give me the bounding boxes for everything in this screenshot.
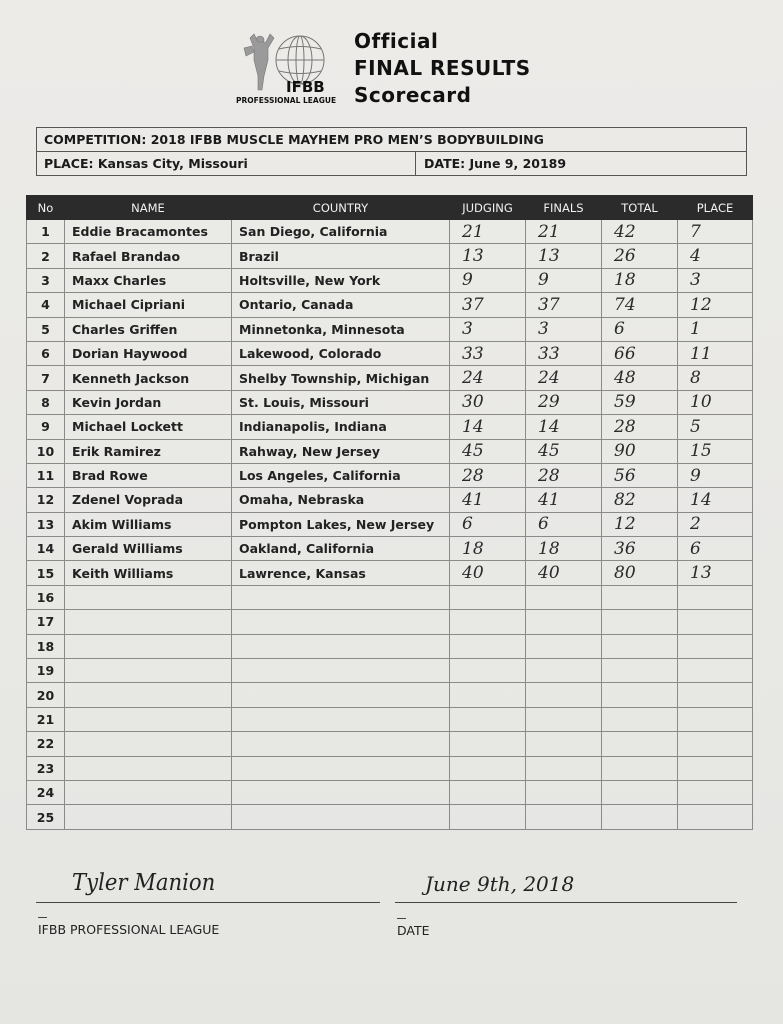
cell-judging: 28 bbox=[450, 463, 526, 487]
cell-name: Gerald Williams bbox=[65, 537, 232, 561]
cell-no: 23 bbox=[27, 756, 65, 780]
place-field: PLACE: Kansas City, Missouri bbox=[44, 156, 248, 171]
cell-place bbox=[678, 756, 753, 780]
cell-name: Brad Rowe bbox=[65, 463, 232, 487]
table-row bbox=[27, 683, 753, 707]
cell-total: 56 bbox=[602, 463, 678, 487]
cell-total: 59 bbox=[602, 390, 678, 414]
place-date-row bbox=[37, 152, 746, 176]
table-row bbox=[27, 780, 753, 804]
cell-finals: 29 bbox=[526, 390, 602, 414]
table-row bbox=[27, 390, 753, 414]
table-row bbox=[27, 366, 753, 390]
cell-finals: 6 bbox=[526, 512, 602, 536]
table-row bbox=[27, 341, 753, 365]
cell-judging: 41 bbox=[450, 488, 526, 512]
cell-name bbox=[65, 683, 232, 707]
cell-name bbox=[65, 659, 232, 683]
cell-judging bbox=[450, 756, 526, 780]
cell-place bbox=[678, 585, 753, 609]
cell-country: Holtsville, New York bbox=[232, 268, 450, 292]
cell-country bbox=[232, 805, 450, 829]
cell-finals: 40 bbox=[526, 561, 602, 585]
cell-country: San Diego, California bbox=[232, 220, 450, 244]
cell-finals: 21 bbox=[526, 220, 602, 244]
cell-judging: 6 bbox=[450, 512, 526, 536]
cell-no: 12 bbox=[27, 488, 65, 512]
cell-total bbox=[602, 805, 678, 829]
table-row bbox=[27, 585, 753, 609]
cell-no: 4 bbox=[27, 293, 65, 317]
cell-total: 28 bbox=[602, 415, 678, 439]
cell-name: Michael Lockett bbox=[65, 415, 232, 439]
signature-line bbox=[36, 902, 380, 903]
cell-judging: 45 bbox=[450, 439, 526, 463]
cell-no: 16 bbox=[27, 585, 65, 609]
cell-finals bbox=[526, 707, 602, 731]
cell-country: Rahway, New Jersey bbox=[232, 439, 450, 463]
cell-no: 6 bbox=[27, 341, 65, 365]
cell-finals bbox=[526, 585, 602, 609]
cell-name: Dorian Haywood bbox=[65, 341, 232, 365]
cell-judging bbox=[450, 732, 526, 756]
table-row bbox=[27, 537, 753, 561]
cell-total: 48 bbox=[602, 366, 678, 390]
cell-no: 1 bbox=[27, 220, 65, 244]
cell-name bbox=[65, 756, 232, 780]
cell-no: 5 bbox=[27, 317, 65, 341]
table-row bbox=[27, 463, 753, 487]
cell-finals bbox=[526, 780, 602, 804]
cell-no: 20 bbox=[27, 683, 65, 707]
cell-finals bbox=[526, 634, 602, 658]
cell-name: Zdenel Voprada bbox=[65, 488, 232, 512]
globe-icon bbox=[276, 36, 324, 84]
logo-text: IFBB bbox=[286, 78, 325, 96]
cell-finals: 13 bbox=[526, 244, 602, 268]
cell-judging bbox=[450, 634, 526, 658]
cell-judging bbox=[450, 707, 526, 731]
table-row bbox=[27, 805, 753, 829]
table-row bbox=[27, 268, 753, 292]
date-line bbox=[395, 902, 737, 903]
cell-name: Kevin Jordan bbox=[65, 390, 232, 414]
cell-country bbox=[232, 634, 450, 658]
cell-country: Los Angeles, California bbox=[232, 463, 450, 487]
official-signature: Tyler Manion bbox=[72, 870, 216, 896]
cell-no: 14 bbox=[27, 537, 65, 561]
cell-place bbox=[678, 659, 753, 683]
cell-place: 8 bbox=[678, 366, 753, 390]
cell-no: 25 bbox=[27, 805, 65, 829]
table-row bbox=[27, 561, 753, 585]
competition-field: COMPETITION: 2018 IFBB MUSCLE MAYHEM PRO MEN’S BODYBUILDING bbox=[37, 128, 746, 152]
cell-total bbox=[602, 585, 678, 609]
cell-place bbox=[678, 780, 753, 804]
cell-country: St. Louis, Missouri bbox=[232, 390, 450, 414]
cell-name: Rafael Brandao bbox=[65, 244, 232, 268]
title-line-3: Scorecard bbox=[354, 83, 472, 107]
results-table bbox=[26, 195, 753, 830]
cell-finals: 41 bbox=[526, 488, 602, 512]
col-header-judging: JUDGING bbox=[450, 196, 526, 220]
cell-total: 66 bbox=[602, 341, 678, 365]
cell-total: 82 bbox=[602, 488, 678, 512]
cell-no: 15 bbox=[27, 561, 65, 585]
bodybuilder-figure-icon bbox=[244, 34, 274, 90]
table-row bbox=[27, 732, 753, 756]
cell-no: 10 bbox=[27, 439, 65, 463]
col-header-finals: FINALS bbox=[526, 196, 602, 220]
cell-total: 90 bbox=[602, 439, 678, 463]
cell-name bbox=[65, 634, 232, 658]
cell-total bbox=[602, 732, 678, 756]
cell-place bbox=[678, 610, 753, 634]
cell-country: Lawrence, Kansas bbox=[232, 561, 450, 585]
cell-finals: 9 bbox=[526, 268, 602, 292]
cell-judging: 3 bbox=[450, 317, 526, 341]
cell-country bbox=[232, 610, 450, 634]
cell-country: Omaha, Nebraska bbox=[232, 488, 450, 512]
cell-place: 14 bbox=[678, 488, 753, 512]
competition-info-box bbox=[36, 127, 747, 176]
table-row bbox=[27, 634, 753, 658]
cell-country bbox=[232, 659, 450, 683]
cell-place: 11 bbox=[678, 341, 753, 365]
cell-no: 2 bbox=[27, 244, 65, 268]
cell-finals bbox=[526, 756, 602, 780]
cell-total bbox=[602, 659, 678, 683]
cell-finals: 14 bbox=[526, 415, 602, 439]
date-label: DATE bbox=[397, 923, 430, 938]
cell-name bbox=[65, 732, 232, 756]
cell-place: 6 bbox=[678, 537, 753, 561]
logo-subtext: PROFESSIONAL LEAGUE bbox=[236, 96, 337, 105]
cell-country: Oakland, California bbox=[232, 537, 450, 561]
cell-finals: 18 bbox=[526, 537, 602, 561]
cell-total bbox=[602, 634, 678, 658]
cell-finals bbox=[526, 610, 602, 634]
cell-finals bbox=[526, 659, 602, 683]
cell-name bbox=[65, 780, 232, 804]
cell-total: 6 bbox=[602, 317, 678, 341]
cell-judging: 14 bbox=[450, 415, 526, 439]
col-header-name: NAME bbox=[65, 196, 232, 220]
cell-judging: 37 bbox=[450, 293, 526, 317]
cell-country bbox=[232, 683, 450, 707]
cell-name: Keith Williams bbox=[65, 561, 232, 585]
cell-place: 3 bbox=[678, 268, 753, 292]
cell-no: 19 bbox=[27, 659, 65, 683]
table-header-row bbox=[27, 196, 753, 220]
cell-name: Erik Ramirez bbox=[65, 439, 232, 463]
cell-name: Akim Williams bbox=[65, 512, 232, 536]
cell-country bbox=[232, 732, 450, 756]
cell-finals: 45 bbox=[526, 439, 602, 463]
cell-judging: 30 bbox=[450, 390, 526, 414]
cell-no: 7 bbox=[27, 366, 65, 390]
cell-name: Eddie Bracamontes bbox=[65, 220, 232, 244]
table-row bbox=[27, 488, 753, 512]
cell-total bbox=[602, 707, 678, 731]
cell-judging: 33 bbox=[450, 341, 526, 365]
cell-finals bbox=[526, 732, 602, 756]
cell-name: Maxx Charles bbox=[65, 268, 232, 292]
cell-country bbox=[232, 756, 450, 780]
table-row bbox=[27, 756, 753, 780]
col-header-country: COUNTRY bbox=[232, 196, 450, 220]
col-header-no: No bbox=[27, 196, 65, 220]
cell-country: Indianapolis, Indiana bbox=[232, 415, 450, 439]
cell-judging bbox=[450, 659, 526, 683]
cell-finals bbox=[526, 805, 602, 829]
cell-total: 42 bbox=[602, 220, 678, 244]
cell-finals: 37 bbox=[526, 293, 602, 317]
cell-total bbox=[602, 683, 678, 707]
cell-no: 13 bbox=[27, 512, 65, 536]
table-row bbox=[27, 439, 753, 463]
cell-total: 12 bbox=[602, 512, 678, 536]
cell-place bbox=[678, 683, 753, 707]
cell-no: 18 bbox=[27, 634, 65, 658]
cell-place: 4 bbox=[678, 244, 753, 268]
table-row bbox=[27, 244, 753, 268]
table-row bbox=[27, 707, 753, 731]
cell-no: 8 bbox=[27, 390, 65, 414]
cell-name bbox=[65, 610, 232, 634]
title-line-1: Official bbox=[354, 29, 439, 53]
cell-place: 9 bbox=[678, 463, 753, 487]
cell-place bbox=[678, 732, 753, 756]
ifbb-logo bbox=[232, 30, 344, 106]
table-row bbox=[27, 610, 753, 634]
cell-total: 26 bbox=[602, 244, 678, 268]
table-row bbox=[27, 317, 753, 341]
cell-no: 9 bbox=[27, 415, 65, 439]
cell-country: Shelby Township, Michigan bbox=[232, 366, 450, 390]
document-title bbox=[354, 28, 531, 109]
cell-no: 17 bbox=[27, 610, 65, 634]
cell-finals: 33 bbox=[526, 341, 602, 365]
cell-name: Michael Cipriani bbox=[65, 293, 232, 317]
cell-place: 7 bbox=[678, 220, 753, 244]
cell-judging: 13 bbox=[450, 244, 526, 268]
cell-country: Lakewood, Colorado bbox=[232, 341, 450, 365]
date-field: DATE: June 9, 20189 bbox=[415, 152, 566, 176]
cell-finals bbox=[526, 683, 602, 707]
date-tick-mark bbox=[397, 918, 406, 919]
signature-label: IFBB PROFESSIONAL LEAGUE bbox=[38, 922, 220, 937]
cell-country: Pompton Lakes, New Jersey bbox=[232, 512, 450, 536]
results-table-body bbox=[27, 220, 753, 830]
cell-country bbox=[232, 780, 450, 804]
cell-place: 10 bbox=[678, 390, 753, 414]
cell-no: 24 bbox=[27, 780, 65, 804]
col-header-total: TOTAL bbox=[602, 196, 678, 220]
cell-country bbox=[232, 585, 450, 609]
cell-judging: 24 bbox=[450, 366, 526, 390]
cell-no: 21 bbox=[27, 707, 65, 731]
cell-place bbox=[678, 805, 753, 829]
table-row bbox=[27, 415, 753, 439]
handwritten-date: June 9th, 2018 bbox=[425, 872, 575, 896]
cell-name bbox=[65, 805, 232, 829]
cell-judging: 40 bbox=[450, 561, 526, 585]
cell-place: 12 bbox=[678, 293, 753, 317]
cell-judging: 21 bbox=[450, 220, 526, 244]
cell-total: 80 bbox=[602, 561, 678, 585]
cell-no: 11 bbox=[27, 463, 65, 487]
cell-name: Charles Griffen bbox=[65, 317, 232, 341]
table-row bbox=[27, 659, 753, 683]
cell-finals: 3 bbox=[526, 317, 602, 341]
cell-total: 18 bbox=[602, 268, 678, 292]
cell-country: Brazil bbox=[232, 244, 450, 268]
cell-judging: 9 bbox=[450, 268, 526, 292]
cell-no: 22 bbox=[27, 732, 65, 756]
cell-total bbox=[602, 610, 678, 634]
cell-no: 3 bbox=[27, 268, 65, 292]
cell-name bbox=[65, 707, 232, 731]
cell-judging bbox=[450, 610, 526, 634]
cell-judging bbox=[450, 780, 526, 804]
cell-place: 13 bbox=[678, 561, 753, 585]
cell-place: 5 bbox=[678, 415, 753, 439]
cell-total bbox=[602, 780, 678, 804]
cell-total bbox=[602, 756, 678, 780]
cell-place bbox=[678, 634, 753, 658]
cell-place: 2 bbox=[678, 512, 753, 536]
cell-place bbox=[678, 707, 753, 731]
cell-judging: 18 bbox=[450, 537, 526, 561]
title-line-2: FINAL RESULTS bbox=[354, 56, 531, 80]
cell-place: 15 bbox=[678, 439, 753, 463]
col-header-place: PLACE bbox=[678, 196, 753, 220]
cell-country bbox=[232, 707, 450, 731]
cell-finals: 24 bbox=[526, 366, 602, 390]
cell-total: 36 bbox=[602, 537, 678, 561]
table-row bbox=[27, 220, 753, 244]
table-row bbox=[27, 293, 753, 317]
table-row bbox=[27, 512, 753, 536]
cell-judging bbox=[450, 585, 526, 609]
cell-finals: 28 bbox=[526, 463, 602, 487]
cell-total: 74 bbox=[602, 293, 678, 317]
cell-country: Ontario, Canada bbox=[232, 293, 450, 317]
cell-country: Minnetonka, Minnesota bbox=[232, 317, 450, 341]
cell-name bbox=[65, 585, 232, 609]
cell-place: 1 bbox=[678, 317, 753, 341]
cell-judging bbox=[450, 805, 526, 829]
cell-name: Kenneth Jackson bbox=[65, 366, 232, 390]
signature-tick-mark bbox=[38, 917, 47, 918]
cell-judging bbox=[450, 683, 526, 707]
